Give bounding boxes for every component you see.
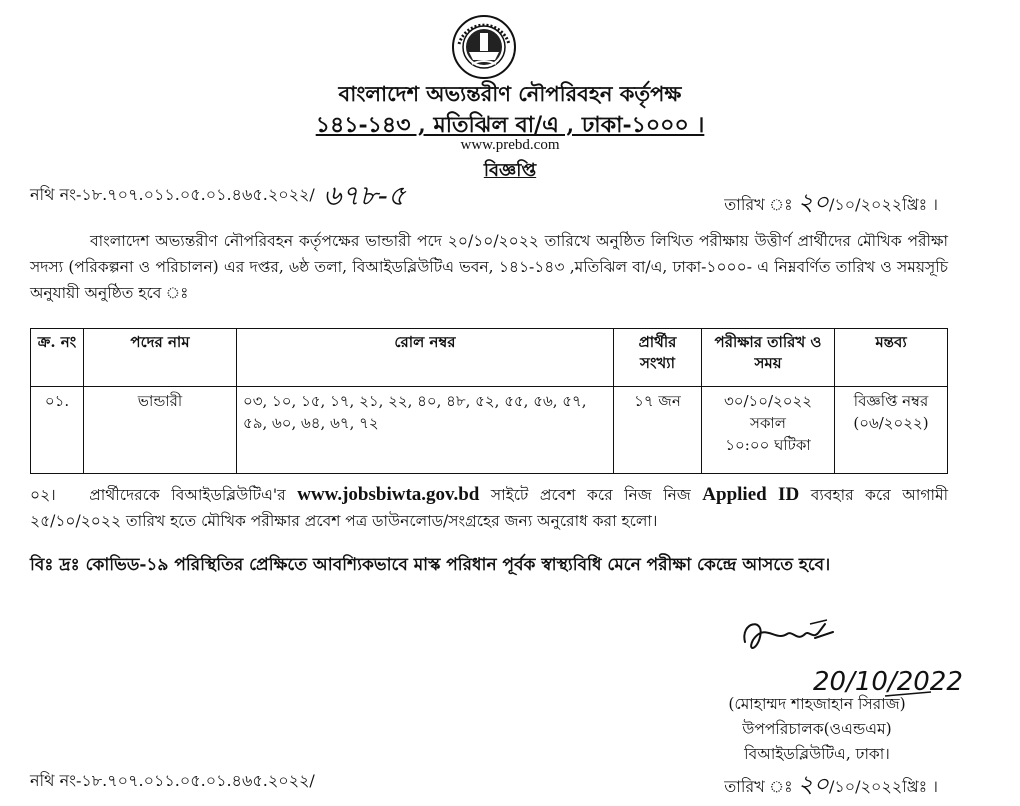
exam-time: ১০:০০ ঘটিকা: [725, 436, 811, 455]
exam-schedule-table: [30, 328, 948, 474]
body-paragraph: বাংলাদেশ অভ্যন্তরীণ নৌপরিবহন কর্তৃপক্ষের ভান্ডারী পদে ২০/১০/২০২২ তারিখে অনুষ্ঠিত লিখিত পরীক্ষায় উত্তীর্ণ প্রার্থীদের মৌখিক পরীক্ষা সদস্য (পরিকল্পনা ও পরিচালন) এর দপ্তর, ৬ষ্ঠ তলা, বিআইডব্লিউটিএ ভবন, ১৪১-১৪৩ ,মতিঝিল বা/এ, ঢাকা-১০০০- এ নিম্নবর্ণিত তারিখ ও সময়সূচি অনুযায়ী অনুষ্ঠিত হবে ঃ: [30, 232, 948, 302]
memo-date-handwritten-day: ২০: [797, 188, 829, 216]
cell-exam-date: [702, 387, 835, 474]
cell-serial: ০১.: [31, 387, 84, 474]
applied-id-text: Applied ID: [702, 484, 800, 505]
memo-date-label: তারিখ ঃ: [724, 195, 793, 214]
signature-date: 20/10/2022: [813, 667, 963, 697]
exam-date: ৩০/১০/২০২২: [723, 392, 813, 411]
header-count: প্রার্থীর সংখ্যা: [614, 329, 702, 387]
header-roll: রোল নম্বর: [237, 329, 614, 387]
website-text: www.prebd.com: [460, 137, 560, 153]
footer-date: [724, 766, 938, 806]
memo-number: নথি নং-১৮.৭০৭.০১১.০৫.০১.৪৬৫.২০২২/: [30, 185, 315, 204]
covid-note: বিঃ দ্রঃ কোভিড-১৯ পরিস্থিতির প্রেক্ষিতে আবশ্যিকভাবে মাস্ক পরিধান পূর্বক স্বাস্থ্যবিধি মেনে পরীক্ষা কেন্দ্রে আসতে হবে।: [30, 555, 831, 575]
table-row: [31, 387, 948, 474]
organization-seal-logo: [445, 14, 523, 80]
remarks-line-1: বিজ্ঞপ্তি নম্বর: [853, 392, 929, 411]
header-post: পদের নাম: [84, 329, 237, 387]
item2-text-2: সাইটে প্রবেশ করে নিজ নিজ: [490, 486, 691, 504]
memo-handwritten-number: ৬৭৮-৫: [323, 179, 406, 212]
exam-session: সকাল: [750, 414, 786, 433]
signatory-block: [692, 692, 942, 767]
cell-count: ১৭ জন: [614, 387, 702, 474]
cell-remarks: [835, 387, 948, 474]
signatory-name: (মোহাম্মদ শাহজাহান সিরাজ): [728, 695, 906, 713]
signatory-designation: উপপরিচালক(ওএন্ডএম): [742, 720, 892, 738]
header-remarks: মন্তব্য: [835, 329, 948, 387]
cell-roll-numbers: ০৩, ১০, ১৫, ১৭, ২১, ২২, ৪০, ৪৮, ৫২, ৫৫, ৫৬, ৫৭, ৫৯, ৬০, ৬৪, ৬৭, ৭২: [237, 387, 614, 474]
remarks-line-2: (০৬/২০২২): [853, 414, 929, 433]
memo-date: [724, 184, 938, 224]
signatory-office: বিআইডব্লিউটিএ, ঢাকা।: [744, 745, 890, 763]
item2-text-1: প্রার্থীদেরকে বিআইডব্লিউটিএ'র: [89, 486, 286, 504]
instruction-item-2: [30, 482, 948, 534]
organization-name: বাংলাদেশ অভ্যন্তরীণ নৌপরিবহন কর্তৃপক্ষ: [338, 81, 682, 106]
footer-memo-number: নথি নং-১৮.৭০৭.০১১.০৫.০১.৪৬৫.২০২২/: [30, 771, 315, 790]
footer-date-handwritten-day: ২০: [797, 770, 829, 798]
table-header-row: [31, 329, 948, 387]
memo-date-rest: /১০/২০২২খ্রিঃ ।: [829, 195, 938, 214]
header-exam-date: পরীক্ষার তারিখ ও সময়: [702, 329, 835, 387]
item2-text-3: ব্যবহার করে আগামী ২৫/১০/২০২২ তারিখ হতে মৌখিক পরীক্ষার প্রবেশ পত্র ডাউনলোড/সংগ্রহের জন্য অনুরোধ করা হলো।: [30, 486, 949, 530]
notice-title: বিজ্ঞপ্তি: [483, 160, 537, 181]
cell-post: ভান্ডারী: [84, 387, 237, 474]
item-number: ০২।: [30, 486, 56, 504]
footer-date-rest: /১০/২০২২খ্রিঃ ।: [829, 777, 938, 796]
jobs-website-link[interactable]: www.jobsbiwta.gov.bd: [297, 484, 480, 505]
footer-date-label: তারিখ ঃ: [724, 777, 793, 796]
organization-address: ১৪১-১৪৩ , মতিঝিল বা/এ , ঢাকা-১০০০ ।: [315, 112, 705, 138]
header-serial: ক্র. নং: [31, 329, 84, 387]
